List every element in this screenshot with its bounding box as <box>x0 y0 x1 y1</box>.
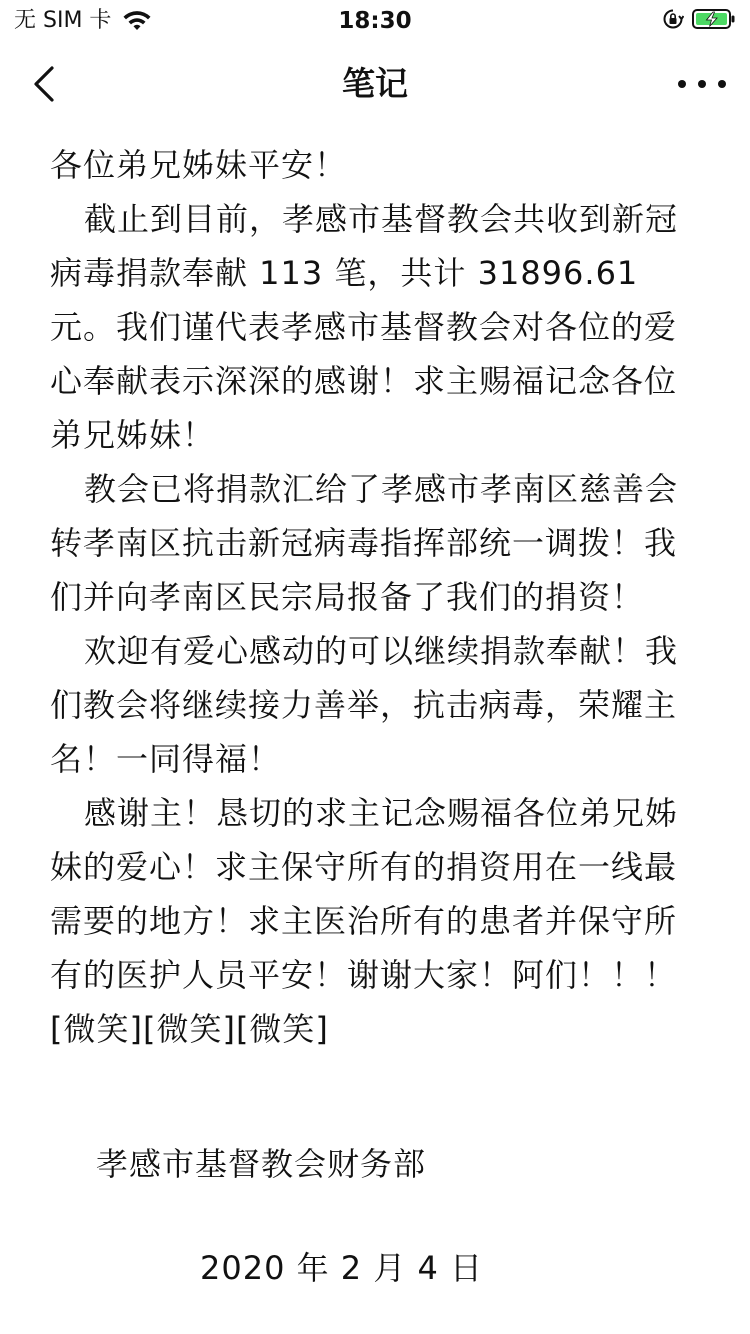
note-greeting: 各位弟兄姊妹平安！ <box>50 146 348 184</box>
status-right-group <box>662 8 736 30</box>
note-signature: 孝感市基督教会财务部 <box>96 1145 427 1183</box>
battery-charging-icon <box>692 8 736 30</box>
page-title: 笔记 <box>342 64 408 103</box>
note-paragraph: 截止到目前，孝感市基督教会共收到新冠病毒捐款奉献 113 笔，共计 31896.61 元。我们谨代表孝感市基督教会对各位的爱心奉献表示深深的感谢！求主赐福记念各位弟兄姊妹！ <box>50 200 679 454</box>
note-content[interactable] <box>50 138 686 1056</box>
carrier-label: 无 SIM 卡 <box>14 8 112 33</box>
more-dot-icon <box>698 80 706 88</box>
more-dot-icon <box>718 80 726 88</box>
status-bar <box>0 0 750 42</box>
note-paragraph: 教会已将捐款汇给了孝感市孝南区慈善会转孝南区抗击新冠病毒指挥部统一调拨！我们并向孝南区民宗局报备了我们的捐资！ <box>50 470 679 616</box>
note-date: 2020 年 2 月 4 日 <box>200 1249 484 1287</box>
note-paragraph: 感谢主！恳切的求主记念赐福各位弟兄姊妹的爱心！求主保守所有的捐资用在一线最需要的地方！求主医治所有的患者并保守所有的医护人员平安！谢谢大家！阿们！！！[微笑][微笑][微笑] <box>50 794 679 1048</box>
navigation-bar <box>0 42 750 126</box>
note-paragraph: 欢迎有爱心感动的可以继续捐款奉献！我们教会将继续接力善举，抗击病毒，荣耀主名！一同得福！ <box>50 632 679 778</box>
status-time: 18:30 <box>338 8 412 34</box>
more-options-button[interactable] <box>678 66 726 102</box>
rotation-lock-icon <box>662 8 684 30</box>
more-dot-icon <box>678 80 686 88</box>
